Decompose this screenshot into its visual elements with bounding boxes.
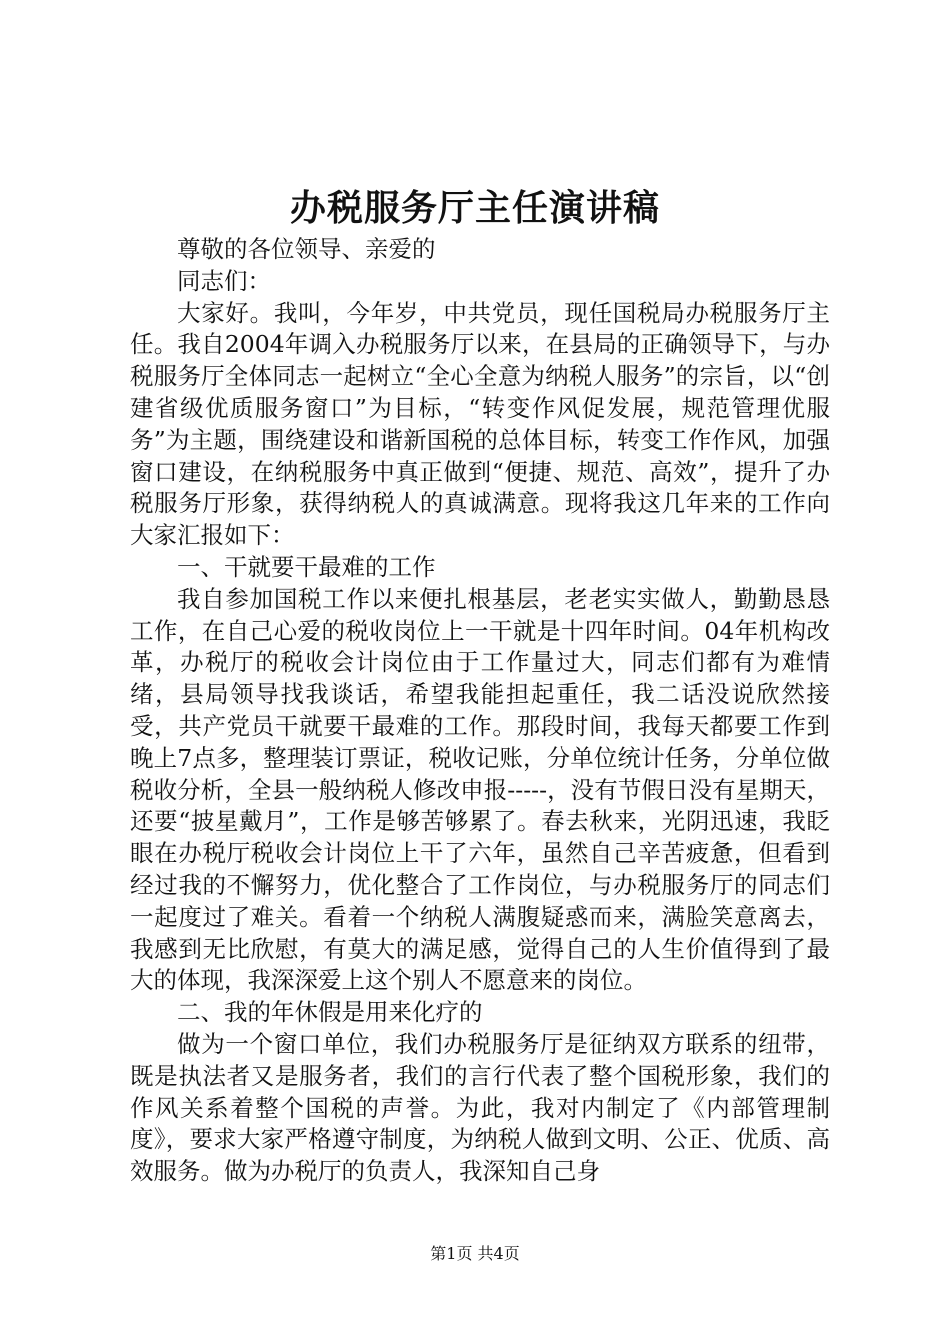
section-paragraph-1: 我自参加国税工作以来便扎根基层，老老实实做人，勤勤恳恳工作，在自己心爱的税收岗位上一干就是十四年时间。04年机构改革，办税厅的税收会计岗位由于工作量过大，同志们都有为难情绪，县局领导找我谈话，希望我能担起重任，我二话没说欣然接受，共产党员干就要干最难的工作。那段时间，我每天都要工作到晚上7点多，整理装订票证，税收记账，分单位统计任务，分单位做税收分析，全县一般纳税人修改申报-----，没有节假日没有星期天，还要“披星戴月”，工作是够苦够累了。春去秋来，光阴迅速，我眨眼在办税厅税收会计岗位上干了六年，虽然自己辛苦疲惫，但看到经过我的不懈努力，优化整合了工作岗位，与办税服务厅的同志们一起度过了难关。看着一个纳税人满腹疑惑而来，满脸笑意离去，我感到无比欣慰，有莫大的满足感，觉得自己的人生价值得到了最大的体现，我深深爱上这个别人不愿意来的岗位。 <box>130 584 830 995</box>
section-heading-1: 一、干就要干最难的工作 <box>177 552 436 581</box>
section-paragraph-2: 做为一个窗口单位，我们办税服务厅是征纳双方联系的纽带，既是执法者又是服务者，我们的言行代表了整个国税形象，我们的作风关系着整个国税的声誉。为此，我对内制定了《内部管理制度》，要求大家严格遵守制度，为纳税人做到文明、公正、优质、高效服务。做为办税厅的负责人，我深知自己身 <box>130 1029 830 1186</box>
salutation-line-1: 尊敬的各位领导、亲爱的 <box>177 235 436 263</box>
document-title: 办税服务厅主任演讲稿 <box>289 187 660 229</box>
document-body <box>130 234 830 1188</box>
intro-paragraph: 大家好。我叫，今年岁，中共党员，现任国税局办税服务厅主任。我自2004年调入办税服务厅以来，在县局的正确领导下，与办税服务厅全体同志一起树立“全心全意为纳税人服务”的宗旨，以“创建省级优质服务窗口”为目标，“转变作风促发展，规范管理优服务”为主题，围绕建设和谐新国税的总体目标，转变工作作风，加强窗口建设，在纳税服务中真正做到“便捷、规范、高效”，提升了办税服务厅形象，获得纳税人的真诚满意。现将我这几年来的工作向大家汇报如下： <box>130 298 830 550</box>
page-footer: 第1页 共4页 <box>430 1244 520 1263</box>
salutation-line-2: 同志们： <box>177 266 271 295</box>
section-heading-2: 二、我的年休假是用来化疗的 <box>177 998 483 1027</box>
